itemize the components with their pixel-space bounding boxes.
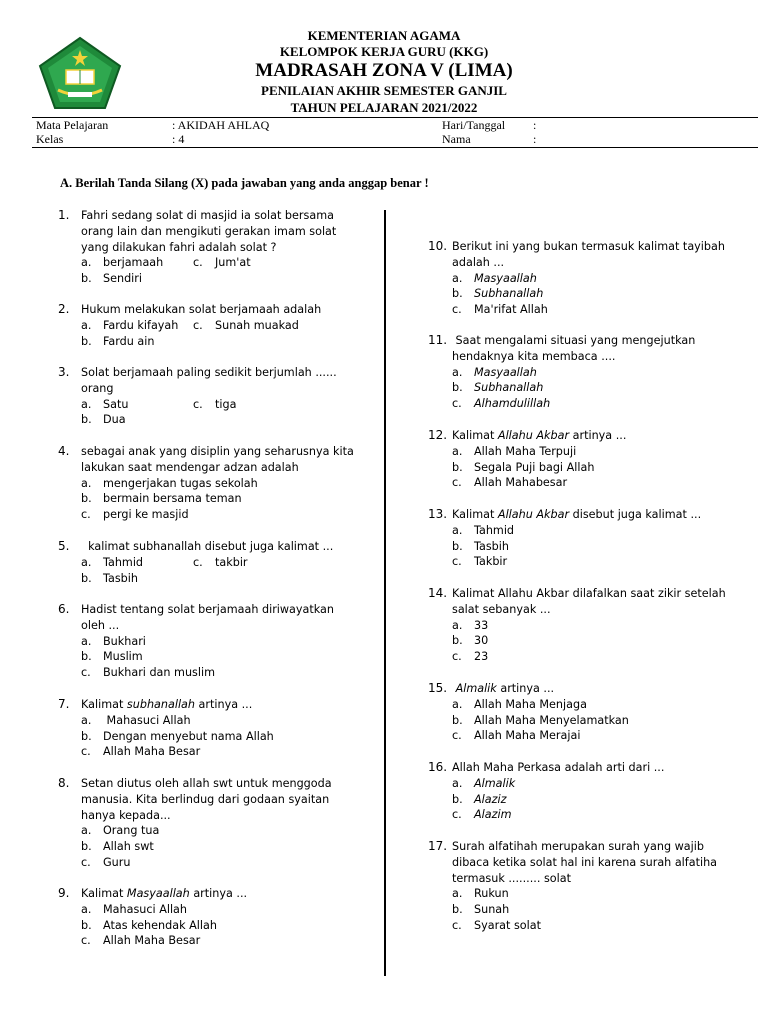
- question-text-part: artinya ...: [189, 887, 248, 900]
- option-letter: b.: [452, 381, 463, 395]
- question-text-italic: Masyaallah: [126, 887, 190, 900]
- option-letter: b.: [452, 713, 463, 727]
- question-text-part: artinya ...: [195, 698, 253, 711]
- question-text-part: disebut juga kalimat ...: [569, 508, 702, 521]
- option-letter: c.: [193, 555, 203, 569]
- question-number: 12.: [428, 428, 448, 442]
- option-a[interactable]: Masyaallah: [474, 271, 537, 285]
- option-letter: a.: [81, 824, 92, 838]
- question-number: 7.: [58, 697, 70, 711]
- question-text-line: orang: [81, 381, 114, 395]
- question-text-part: Kalimat: [452, 508, 498, 521]
- question-13: [428, 507, 758, 570]
- question-text-line: lakukan saat mendengar adzan adalah: [81, 460, 299, 474]
- question-number: 9.: [58, 886, 70, 900]
- option-letter: c.: [452, 918, 462, 932]
- option-letter: c.: [193, 256, 203, 270]
- question-number: 17.: [428, 839, 448, 853]
- option-b[interactable]: Allah swt: [103, 840, 154, 854]
- question-number: 5.: [58, 539, 70, 553]
- option-b[interactable]: Subhanallah: [474, 287, 544, 301]
- question-text-part: Kalimat: [81, 698, 127, 711]
- option-letter: c.: [81, 855, 91, 869]
- option-b[interactable]: bermain bersama teman: [103, 492, 242, 506]
- question-text-line: Solat berjamaah paling sedikit berjumlah ......: [81, 366, 337, 379]
- question-text-line: Kalimat Allahu Akbar dilafalkan saat zikir setelah: [452, 587, 726, 600]
- option-b[interactable]: Segala Puji bagi Allah: [474, 460, 595, 474]
- option-c[interactable]: Jum'at: [215, 256, 251, 270]
- option-letter: a.: [81, 713, 92, 727]
- question-number: 16.: [428, 760, 448, 774]
- subject-value: : AKIDAH AHLAQ: [172, 118, 270, 132]
- question-text-line: Allah Maha Perkasa adalah arti dari ...: [452, 761, 665, 774]
- option-a[interactable]: 33: [474, 618, 489, 632]
- option-a[interactable]: Allah Maha Terpuji: [474, 444, 577, 458]
- question-text-line: oleh ...: [81, 618, 120, 632]
- question-11: [428, 333, 758, 412]
- question-text-italic: subhanallah: [126, 698, 195, 711]
- question-text-part: artinya ...: [496, 682, 555, 695]
- option-c[interactable]: Allah Maha Merajai: [474, 729, 581, 743]
- question-7: [58, 697, 378, 760]
- option-c[interactable]: Allah Mahabesar: [474, 476, 568, 490]
- header-exam: PENILAIAN AKHIR SEMESTER GANJIL: [261, 83, 507, 98]
- question-14: [428, 586, 758, 665]
- question-text-line: [452, 681, 758, 697]
- question-text-line: sebagai anak yang disiplin yang seharusnya kita: [81, 445, 354, 458]
- day-value: :: [533, 118, 537, 132]
- option-a[interactable]: Allah Maha Menjaga: [474, 697, 587, 711]
- option-c[interactable]: tiga: [215, 397, 237, 411]
- header-divider-top: [32, 117, 758, 118]
- header-year: TAHUN PELAJARAN 2021/2022: [290, 100, 478, 115]
- option-a[interactable]: Rukun: [474, 887, 509, 901]
- question-text-line: kalimat subhanallah disebut juga kalimat ...: [81, 540, 334, 553]
- option-b[interactable]: Dua: [103, 413, 126, 427]
- option-letter: a.: [452, 776, 463, 790]
- name-value: :: [533, 132, 537, 146]
- option-a[interactable]: Bukhari: [103, 634, 146, 648]
- option-c[interactable]: Bukhari dan muslim: [103, 666, 215, 680]
- option-letter: c.: [193, 318, 203, 332]
- question-number: 8.: [58, 776, 70, 790]
- option-letter: b.: [81, 571, 92, 585]
- header-kkg: KELOMPOK KERJA GURU (KKG): [279, 44, 489, 59]
- option-letter: a.: [81, 256, 92, 270]
- name-label: Nama: [442, 132, 471, 146]
- option-letter: c.: [193, 397, 203, 411]
- option-letter: c.: [452, 397, 462, 411]
- option-c[interactable]: takbir: [215, 555, 248, 569]
- option-letter: b.: [81, 413, 92, 427]
- class-label: Kelas: [36, 132, 64, 146]
- option-letter: b.: [81, 918, 92, 932]
- option-letter: a.: [81, 476, 92, 490]
- option-letter: a.: [452, 365, 463, 379]
- question-number: 13.: [428, 507, 448, 521]
- option-letter: c.: [452, 650, 462, 664]
- header-school: MADRASAH ZONA V (LIMA): [255, 60, 513, 81]
- option-letter: a.: [452, 444, 463, 458]
- question-text-line: [81, 886, 378, 902]
- option-letter: a.: [81, 555, 92, 569]
- option-letter: b.: [81, 334, 92, 348]
- question-8: [58, 776, 378, 871]
- option-b[interactable]: Sendiri: [103, 272, 142, 286]
- kemenag-logo: [38, 36, 122, 110]
- question-number: 3.: [58, 365, 70, 379]
- option-letter: a.: [81, 902, 92, 916]
- question-3: [58, 365, 378, 428]
- question-text-line: [452, 428, 758, 444]
- option-letter: a.: [81, 318, 92, 332]
- option-a[interactable]: Masyaallah: [474, 365, 537, 379]
- question-4: [58, 444, 378, 523]
- question-text-line: Setan diutus oleh allah swt untuk menggoda: [81, 777, 332, 790]
- question-text-line: Hadist tentang solat berjamaah diriwayatkan: [81, 603, 334, 616]
- option-letter: b.: [81, 272, 92, 286]
- option-letter: a.: [452, 271, 463, 285]
- option-letter: b.: [452, 287, 463, 301]
- subject-label: Mata Pelajaran: [36, 118, 109, 132]
- question-text-line: hanya kepada...: [81, 808, 171, 822]
- option-letter: b.: [452, 539, 463, 553]
- option-c[interactable]: Syarat solat: [474, 918, 541, 932]
- question-text-part: Kalimat: [452, 429, 498, 442]
- question-10: [428, 239, 758, 318]
- question-2: [58, 302, 378, 349]
- header-ministry: KEMENTERIAN AGAMA: [307, 28, 461, 43]
- option-letter: a.: [81, 397, 92, 411]
- question-text-line: yang dilakukan fahri adalah solat ?: [81, 240, 277, 254]
- option-c[interactable]: Allah Maha Besar: [103, 934, 201, 948]
- question-text-line: orang lain dan mengikuti gerakan imam solat: [81, 224, 337, 238]
- option-letter: b.: [452, 460, 463, 474]
- option-a[interactable]: Fardu kifayah: [103, 318, 179, 332]
- question-9: [58, 886, 378, 949]
- question-16: [428, 760, 758, 823]
- option-letter: c.: [452, 476, 462, 490]
- option-letter: b.: [81, 729, 92, 743]
- question-text-line: manusia. Kita berlindug dari godaan syaitan: [81, 792, 330, 806]
- question-text-line: Hukum melakukan solat berjamaah adalah: [81, 303, 322, 316]
- option-b[interactable]: Tasbih: [103, 571, 138, 585]
- question-number: 2.: [58, 302, 70, 316]
- class-value: : 4: [172, 132, 185, 146]
- option-b[interactable]: Tasbih: [474, 539, 509, 553]
- option-b[interactable]: Atas kehendak Allah: [103, 918, 217, 932]
- option-a[interactable]: Almalik: [474, 776, 516, 790]
- option-letter: c.: [81, 508, 91, 522]
- question-number: 11.: [428, 333, 448, 347]
- question-number: 1.: [58, 208, 70, 222]
- option-c[interactable]: Allah Maha Besar: [103, 745, 201, 759]
- option-letter: a.: [81, 634, 92, 648]
- question-text-line: Surah alfatihah merupakan surah yang wajib: [452, 840, 704, 853]
- question-text-line: termasuk ......... solat: [452, 871, 571, 885]
- option-a[interactable]: mengerjakan tugas sekolah: [103, 476, 258, 490]
- option-letter: a.: [452, 887, 463, 901]
- option-c[interactable]: 23: [474, 650, 489, 664]
- option-b[interactable]: Alaziz: [474, 792, 507, 806]
- option-letter: c.: [452, 303, 462, 317]
- instruction: A. Berilah Tanda Silang (X) pada jawaban yang anda anggap benar !: [60, 176, 429, 190]
- option-letter: c.: [452, 729, 462, 743]
- option-a[interactable]: Tahmid: [474, 523, 515, 537]
- option-letter: c.: [452, 808, 462, 822]
- option-b[interactable]: Sunah: [474, 903, 510, 917]
- question-6: [58, 602, 378, 681]
- question-number: 15.: [428, 681, 448, 695]
- option-letter: c.: [452, 555, 462, 569]
- option-letter: a.: [452, 618, 463, 632]
- option-letter: c.: [81, 934, 91, 948]
- option-c[interactable]: Guru: [103, 855, 131, 869]
- option-b[interactable]: Fardu ain: [103, 334, 155, 348]
- question-number: 10.: [428, 239, 448, 253]
- question-text-line: Berikut ini yang bukan termasuk kalimat tayibah: [452, 240, 725, 253]
- option-c[interactable]: pergi ke masjid: [103, 508, 189, 522]
- question-number: 4.: [58, 444, 70, 458]
- question-text-italic: Allahu Akbar: [497, 429, 570, 442]
- option-letter: b.: [452, 903, 463, 917]
- option-letter: b.: [81, 650, 92, 664]
- header-divider-bottom: [32, 147, 758, 148]
- question-text-line: Saat mengalami situasi yang mengejutkan: [452, 334, 696, 347]
- option-letter: c.: [81, 745, 91, 759]
- question-text-line: [452, 507, 758, 523]
- option-letter: b.: [81, 492, 92, 506]
- option-c[interactable]: Takbir: [474, 555, 508, 569]
- option-letter: a.: [452, 697, 463, 711]
- day-label: Hari/Tanggal: [442, 118, 506, 132]
- option-letter: a.: [452, 523, 463, 537]
- option-a[interactable]: Tahmid: [103, 555, 144, 569]
- option-c[interactable]: Alhamdulillah: [474, 397, 551, 411]
- option-a[interactable]: Mahasuci Allah: [103, 902, 188, 916]
- question-number: 14.: [428, 586, 448, 600]
- question-text-italic: Almalik: [455, 682, 497, 695]
- option-b[interactable]: 30: [474, 634, 489, 648]
- column-divider: [384, 210, 386, 976]
- question-number: 6.: [58, 602, 70, 616]
- question-text-italic: Allahu Akbar: [497, 508, 570, 521]
- option-a[interactable]: berjamaah: [103, 256, 164, 270]
- question-text-line: dibaca ketika solat hal ini karena surah alfatiha: [452, 855, 718, 869]
- question-text-line: adalah ...: [452, 255, 505, 269]
- question-5: [58, 539, 378, 586]
- question-1: [58, 208, 378, 287]
- option-b[interactable]: Muslim: [103, 650, 143, 664]
- option-a[interactable]: Mahasuci Allah: [103, 713, 191, 727]
- option-a[interactable]: Orang tua: [103, 824, 160, 838]
- question-text-line: hendaknya kita membaca ....: [452, 349, 616, 363]
- question-text-part: artinya ...: [569, 429, 627, 442]
- question-17: [428, 839, 758, 934]
- option-b[interactable]: Dengan menyebut nama Allah: [103, 729, 274, 743]
- question-15: [428, 681, 758, 744]
- option-c[interactable]: Ma'rifat Allah: [474, 303, 548, 317]
- question-text-line: [81, 697, 378, 713]
- question-text-part: Kalimat: [81, 887, 127, 900]
- option-b[interactable]: Subhanallah: [474, 381, 544, 395]
- question-12: [428, 428, 758, 491]
- option-b[interactable]: Allah Maha Menyelamatkan: [474, 713, 629, 727]
- question-text-line: Fahri sedang solat di masjid ia solat bersama: [81, 209, 334, 222]
- option-a[interactable]: Satu: [103, 397, 129, 411]
- question-text-line: salat sebanyak ...: [452, 602, 551, 616]
- option-letter: b.: [452, 792, 463, 806]
- option-c[interactable]: Alazim: [474, 808, 512, 822]
- option-letter: c.: [81, 666, 91, 680]
- option-letter: b.: [81, 840, 92, 854]
- option-c[interactable]: Sunah muakad: [215, 318, 299, 332]
- option-letter: b.: [452, 634, 463, 648]
